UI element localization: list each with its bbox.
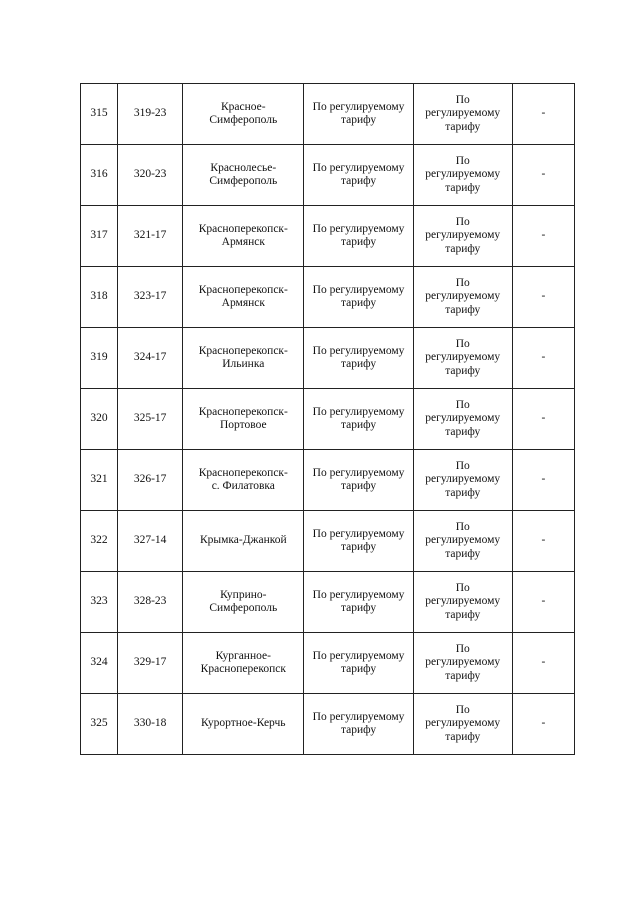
route-name-line: Крымка-Джанкой [199, 534, 287, 547]
route-code-cell: 320-23 [118, 145, 183, 206]
tariff-line: тарифу [445, 303, 481, 316]
tariff-line: По [455, 581, 470, 594]
tariff-line: По [455, 93, 470, 106]
route-name-line: с. Филатовка [211, 480, 275, 492]
row-number-cell: 325 [81, 694, 118, 755]
route-name-line: Курортное-Керчь [201, 717, 286, 730]
route-name-line: Красноперекопск- [198, 222, 288, 235]
route-name-line: Красноперекопск [200, 663, 286, 675]
tariff-line: По регулируемому [312, 283, 405, 296]
tariff-cell [304, 694, 413, 755]
tariff-cell-2 [413, 267, 512, 328]
dash-cell: - [512, 328, 574, 389]
tariff-cell [304, 267, 413, 328]
row-number-cell: 316 [81, 145, 118, 206]
tariff-line: По регулируемому [312, 649, 405, 662]
tariff-line: регулируемому [425, 168, 501, 181]
table-row [81, 389, 575, 450]
dash-cell: - [512, 511, 574, 572]
row-number-cell: 324 [81, 633, 118, 694]
tariff-line: По [455, 520, 470, 533]
tariff-line: регулируемому [425, 229, 501, 242]
tariff-line: По регулируемому [312, 710, 405, 723]
tariff-line: регулируемому [425, 656, 501, 669]
tariff-line: По регулируемому [312, 466, 405, 479]
routes-table [80, 83, 575, 755]
dash-cell: - [512, 389, 574, 450]
route-name-line: Курганное- [215, 649, 271, 662]
tariff-cell-2 [413, 145, 512, 206]
route-name-line: Симферополь [209, 175, 278, 187]
row-number-cell: 318 [81, 267, 118, 328]
table-row [81, 206, 575, 267]
tariff-line: тарифу [445, 181, 481, 194]
tariff-line: По [455, 337, 470, 350]
row-number-cell: 323 [81, 572, 118, 633]
route-code-cell: 323-17 [118, 267, 183, 328]
route-code-cell: 321-17 [118, 206, 183, 267]
tariff-line: тарифу [340, 236, 377, 248]
table-row [81, 694, 575, 755]
route-code-cell: 326-17 [118, 450, 183, 511]
tariff-cell [304, 572, 413, 633]
tariff-line: регулируемому [425, 107, 501, 120]
table-row [81, 450, 575, 511]
tariff-line: тарифу [340, 175, 377, 187]
tariff-cell [304, 633, 413, 694]
row-number-cell: 315 [81, 84, 118, 145]
route-name-cell [183, 84, 304, 145]
table-row [81, 145, 575, 206]
route-name-cell [183, 633, 304, 694]
tariff-line: тарифу [445, 364, 481, 377]
tariff-cell [304, 84, 413, 145]
table-row [81, 84, 575, 145]
tariff-line: регулируемому [425, 534, 501, 547]
tariff-line: тарифу [340, 358, 377, 370]
table-row [81, 328, 575, 389]
tariff-cell-2 [413, 633, 512, 694]
tariff-line: регулируемому [425, 290, 501, 303]
route-code-cell: 329-17 [118, 633, 183, 694]
tariff-cell [304, 145, 413, 206]
dash-cell: - [512, 145, 574, 206]
dash-cell: - [512, 206, 574, 267]
tariff-line: По регулируемому [312, 100, 405, 113]
tariff-cell-2 [413, 84, 512, 145]
route-name-cell [183, 145, 304, 206]
route-name-cell [183, 389, 304, 450]
route-name-cell [183, 206, 304, 267]
tariff-cell [304, 389, 413, 450]
tariff-line: тарифу [445, 608, 481, 621]
tariff-line: тарифу [340, 663, 377, 675]
tariff-line: По регулируемому [312, 222, 405, 235]
tariff-line: регулируемому [425, 351, 501, 364]
row-number-cell: 321 [81, 450, 118, 511]
tariff-cell-2 [413, 389, 512, 450]
tariff-line: тарифу [340, 724, 377, 736]
tariff-line: тарифу [445, 242, 481, 255]
tariff-line: тарифу [445, 486, 481, 499]
tariff-line: По [455, 459, 470, 472]
tariff-cell-2 [413, 572, 512, 633]
tariff-line: По регулируемому [312, 344, 405, 357]
route-code-cell: 328-23 [118, 572, 183, 633]
tariff-line: По [455, 154, 470, 167]
tariff-line: тарифу [445, 669, 481, 682]
tariff-line: тарифу [340, 419, 377, 431]
route-name-cell [183, 328, 304, 389]
route-name-line: Красноперекопск- [198, 344, 288, 357]
tariff-line: тарифу [340, 114, 377, 126]
route-name-line: Красноперекопск- [198, 283, 288, 296]
dash-cell: - [512, 633, 574, 694]
route-name-cell [183, 572, 304, 633]
route-code-cell: 327-14 [118, 511, 183, 572]
route-name-cell [183, 267, 304, 328]
dash-cell: - [512, 84, 574, 145]
tariff-line: регулируемому [425, 717, 501, 730]
route-code-cell: 325-17 [118, 389, 183, 450]
tariff-line: тарифу [340, 602, 377, 614]
tariff-line: По [455, 276, 470, 289]
tariff-line: регулируемому [425, 412, 501, 425]
tariff-cell-2 [413, 694, 512, 755]
route-name-line: Ильинка [222, 358, 265, 370]
dash-cell: - [512, 267, 574, 328]
route-name-line: Симферополь [209, 114, 278, 126]
route-name-line: Армянск [221, 236, 265, 248]
route-name-line: Армянск [221, 297, 265, 309]
route-name-line: Красноперекопск- [198, 405, 288, 418]
route-name-line: Куприно- [220, 588, 267, 601]
route-name-cell [183, 511, 304, 572]
table-row [81, 511, 575, 572]
route-name-line: Красноперекопск- [198, 466, 288, 479]
tariff-line: тарифу [445, 547, 481, 560]
tariff-line: тарифу [340, 297, 377, 309]
row-number-cell: 317 [81, 206, 118, 267]
route-name-cell [183, 450, 304, 511]
tariff-line: По регулируемому [312, 405, 405, 418]
table-row [81, 633, 575, 694]
tariff-line: тарифу [445, 425, 481, 438]
tariff-line: тарифу [340, 541, 377, 553]
route-name-line: Симферополь [209, 602, 278, 614]
dash-cell: - [512, 450, 574, 511]
tariff-line: По регулируемому [312, 588, 405, 601]
tariff-cell-2 [413, 450, 512, 511]
tariff-line: тарифу [445, 120, 481, 133]
table-row [81, 267, 575, 328]
route-name-line: Краснолесье- [210, 161, 277, 174]
row-number-cell: 320 [81, 389, 118, 450]
tariff-line: тарифу [340, 480, 377, 492]
tariff-cell-2 [413, 206, 512, 267]
route-name-line: Портовое [219, 419, 267, 431]
tariff-line: По регулируемому [312, 527, 405, 540]
route-code-cell: 324-17 [118, 328, 183, 389]
route-code-cell: 319-23 [118, 84, 183, 145]
tariff-cell-2 [413, 328, 512, 389]
tariff-cell [304, 511, 413, 572]
route-name-cell [183, 694, 304, 755]
tariff-line: По регулируемому [312, 161, 405, 174]
dash-cell: - [512, 694, 574, 755]
tariff-cell [304, 328, 413, 389]
tariff-cell [304, 206, 413, 267]
tariff-cell-2 [413, 511, 512, 572]
row-number-cell: 319 [81, 328, 118, 389]
table-row [81, 572, 575, 633]
route-name-line: Красное- [221, 100, 266, 113]
routes-table-body [81, 84, 575, 755]
row-number-cell: 322 [81, 511, 118, 572]
tariff-cell [304, 450, 413, 511]
tariff-line: По [455, 703, 470, 716]
tariff-line: регулируемому [425, 595, 501, 608]
tariff-line: По [455, 642, 470, 655]
tariff-line: тарифу [445, 730, 481, 743]
route-code-cell: 330-18 [118, 694, 183, 755]
tariff-line: По [455, 398, 470, 411]
tariff-line: регулируемому [425, 473, 501, 486]
dash-cell: - [512, 572, 574, 633]
tariff-line: По [455, 215, 470, 228]
